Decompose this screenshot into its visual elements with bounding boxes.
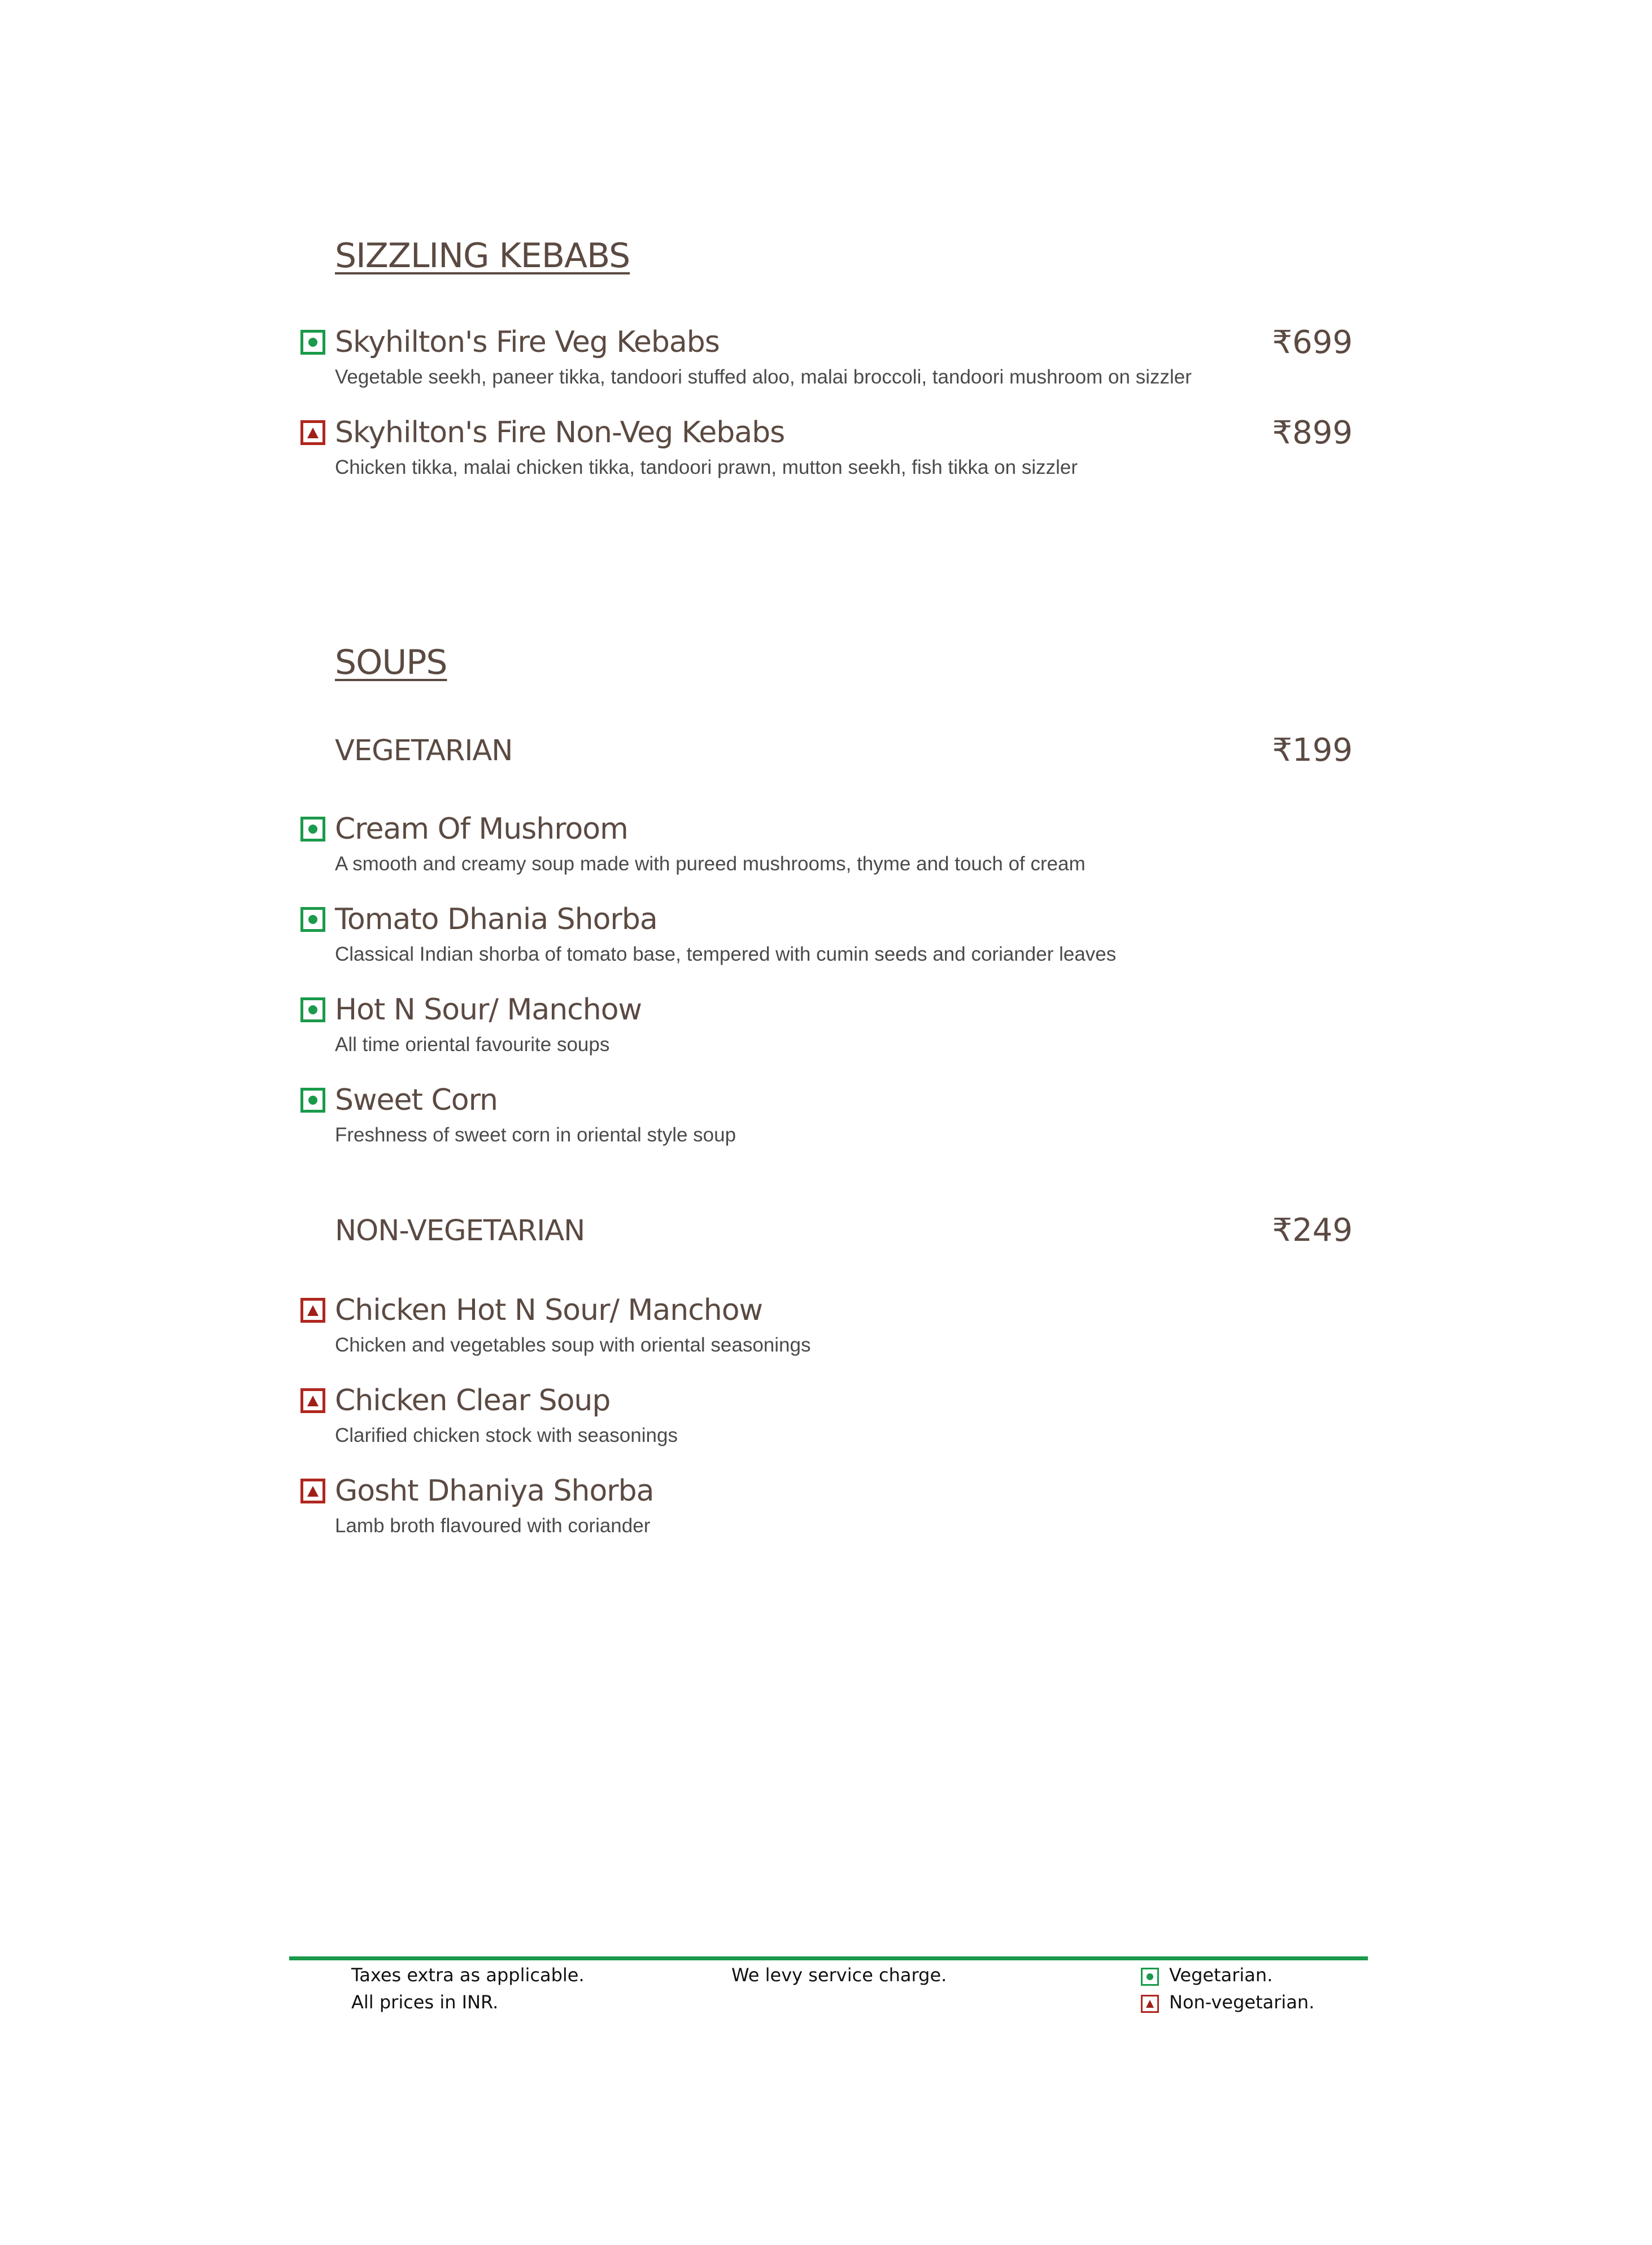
item-name-sweet-corn: Sweet Corn <box>335 1083 498 1117</box>
item-name-veg-kebabs: Skyhilton's Fire Veg Kebabs <box>335 325 720 359</box>
legend-veg-label: Vegetarian. <box>1169 1964 1273 1986</box>
subsection-title-non-vegetarian: NON-VEGETARIAN <box>335 1214 585 1248</box>
item-name-chicken-hot-n-sour: Chicken Hot N Sour/ Manchow <box>335 1293 763 1327</box>
legend-non-veg-label: Non-vegetarian. <box>1169 1991 1315 2013</box>
item-name-gosht-dhaniya-shorba: Gosht Dhaniya Shorba <box>335 1474 654 1508</box>
item-desc-gosht-dhaniya-shorba: Lamb broth flavoured with coriander <box>335 1515 651 1537</box>
veg-icon <box>300 997 325 1022</box>
item-desc-chicken-clear-soup: Clarified chicken stock with seasonings <box>335 1424 678 1446</box>
item-name-chicken-clear-soup: Chicken Clear Soup <box>335 1384 611 1418</box>
non-veg-icon <box>300 1479 325 1503</box>
footer-service-note: We levy service charge. <box>731 1964 947 1986</box>
item-desc-chicken-hot-n-sour: Chicken and vegetables soup with oriental seasonings <box>335 1334 811 1356</box>
item-desc-veg-kebabs: Vegetable seekh, paneer tikka, tandoori stuffed aloo, malai broccoli, tandoori mushroom on sizzler <box>335 366 1192 388</box>
item-desc-hot-n-sour: All time oriental favourite soups <box>335 1034 610 1056</box>
item-desc-tomato-dhania-shorba: Classical Indian shorba of tomato base, tempered with cumin seeds and coriander leaves <box>335 943 1117 965</box>
price-non-vegetarian-soups: ₹249 <box>1272 1212 1353 1249</box>
item-price-nonveg-kebabs: ₹899 <box>1272 415 1353 451</box>
non-veg-icon <box>300 1388 325 1413</box>
footer-currency-note: All prices in INR. <box>351 1991 499 2013</box>
veg-icon <box>300 330 325 355</box>
item-name-nonveg-kebabs: Skyhilton's Fire Non-Veg Kebabs <box>335 416 785 450</box>
footer-divider <box>289 1956 1368 1960</box>
legend-veg-icon <box>1141 1968 1159 1986</box>
footer-taxes-note: Taxes extra as applicable. <box>351 1964 585 1986</box>
item-desc-nonveg-kebabs: Chicken tikka, malai chicken tikka, tandoori prawn, mutton seekh, fish tikka on sizzler <box>335 456 1078 478</box>
veg-icon <box>300 1088 325 1113</box>
section-title-kebabs: SIZZLING KEBABS <box>335 236 630 276</box>
non-veg-icon <box>300 420 325 445</box>
subsection-title-vegetarian: VEGETARIAN <box>335 734 513 768</box>
veg-icon <box>300 817 325 842</box>
price-vegetarian-soups: ₹199 <box>1272 732 1353 769</box>
legend-non-veg-icon <box>1141 1995 1159 2013</box>
item-desc-sweet-corn: Freshness of sweet corn in oriental style soup <box>335 1124 736 1146</box>
item-name-tomato-dhania-shorba: Tomato Dhania Shorba <box>335 903 657 936</box>
item-desc-cream-of-mushroom: A smooth and creamy soup made with pureed mushrooms, thyme and touch of cream <box>335 853 1086 875</box>
section-title-soups: SOUPS <box>335 643 447 682</box>
item-name-hot-n-sour: Hot N Sour/ Manchow <box>335 993 642 1027</box>
item-price-veg-kebabs: ₹699 <box>1272 324 1353 361</box>
non-veg-icon <box>300 1298 325 1323</box>
veg-icon <box>300 907 325 932</box>
item-name-cream-of-mushroom: Cream Of Mushroom <box>335 812 628 846</box>
